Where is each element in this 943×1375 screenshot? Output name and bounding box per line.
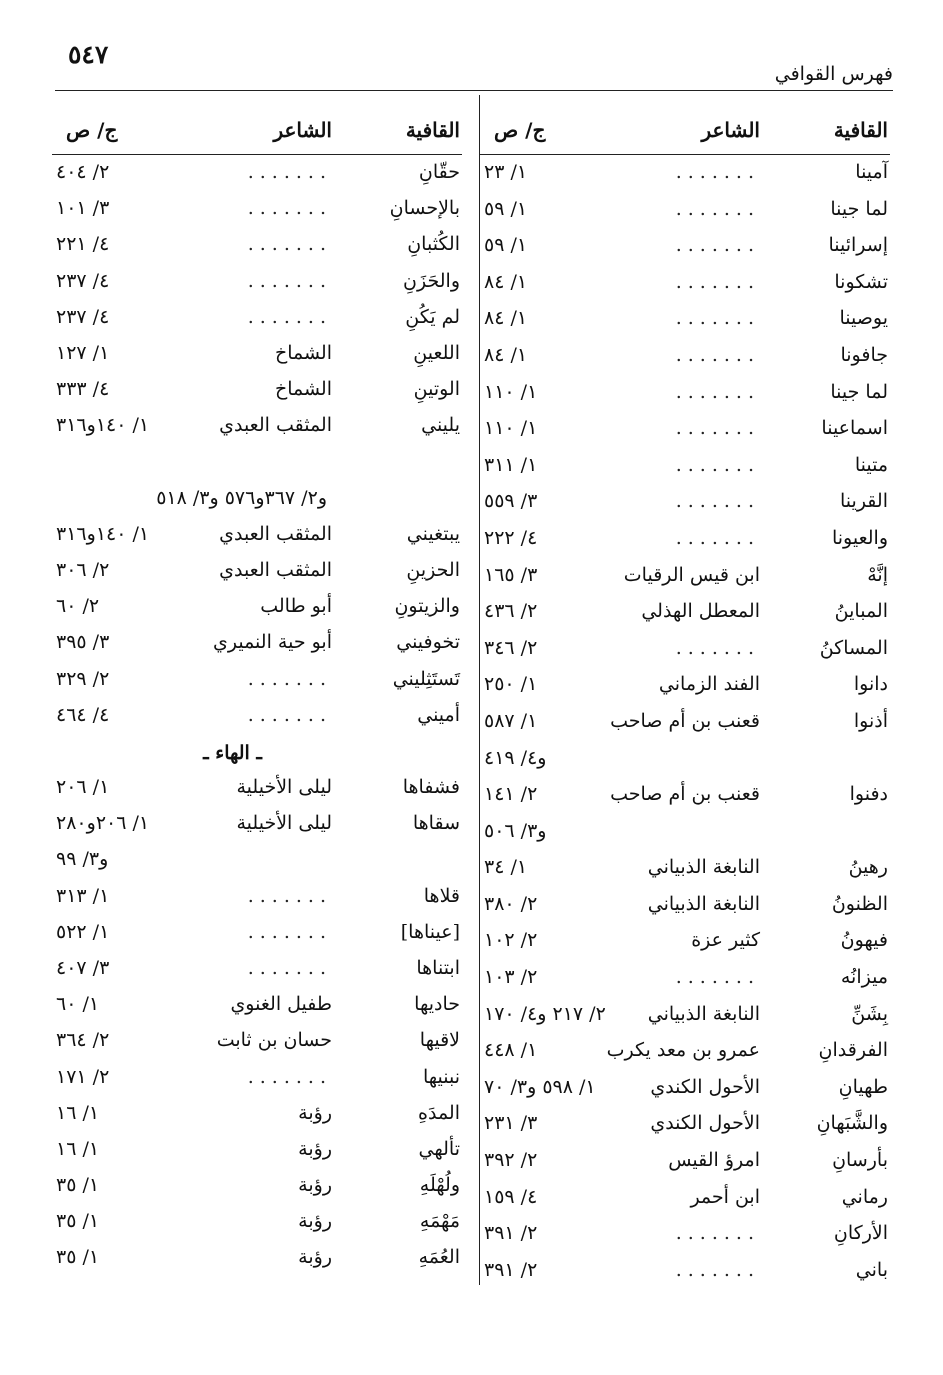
poet-cell: ....... — [675, 1222, 760, 1245]
rhyme-cell: دفنوا — [849, 783, 888, 806]
index-row — [480, 375, 890, 412]
ref-continuation: و٢/ ٣٦٧و٥٧٦ و٣/ ٥١٨ — [156, 486, 327, 509]
rhyme-cell: الوتينِ — [413, 378, 460, 401]
ref-cell: ٤/ ٤٦٤ — [56, 703, 110, 726]
ref-cell: ٣/ ٥٥٩ — [484, 490, 538, 513]
rhyme-cell: طهيانِ — [838, 1075, 888, 1098]
ref-cell: ١/ ٣٤ — [484, 856, 528, 879]
ref-cell: ١/ ٣١٣ — [56, 884, 110, 907]
index-row — [480, 558, 890, 595]
ref-cell: ١/ ٣١١ — [484, 453, 538, 476]
poet-cell: الأحول الكندي — [650, 1112, 760, 1135]
index-row — [52, 1240, 462, 1276]
index-row — [480, 887, 890, 924]
ref-cell: ١/ ٥٨٧ — [484, 709, 538, 732]
poet-cell: ....... — [675, 1258, 760, 1281]
header-rhyme: القافية — [405, 118, 460, 142]
ref-cell: ٣/ ٢٣١ — [484, 1112, 538, 1135]
rhyme-cell: تألهي — [418, 1137, 460, 1160]
index-row — [480, 704, 890, 741]
rhyme-cell: ميزانُه — [840, 966, 888, 989]
rhyme-cell: آمينا — [855, 161, 888, 183]
rhyme-cell: مَهْمَهِ — [419, 1210, 460, 1233]
rhyme-cell: متينا — [854, 453, 888, 476]
rhyme-cell: تشكونا — [834, 270, 888, 293]
ref-cell: ١/ ٥٢٢ — [56, 920, 110, 943]
ref-cell: ٢/ ٣٤٦ — [484, 636, 538, 659]
index-row — [52, 915, 462, 951]
ref-cell: ٢/ ٢١٧ و٤/ ١٧٠ — [484, 1002, 606, 1025]
right-column-rows — [480, 155, 890, 1289]
index-row-continuation — [52, 481, 462, 517]
rhyme-cell: يوصينا — [839, 307, 888, 330]
rhyme-cell: باني — [855, 1258, 888, 1281]
rhyme-cell: بالإحسانِ — [389, 197, 460, 220]
ref-cell: ١/ ٢٥٠ — [484, 673, 538, 696]
poet-cell: ....... — [675, 197, 760, 220]
index-row — [52, 408, 462, 444]
poet-cell: ....... — [247, 667, 332, 690]
ref-cell: ١/ ٦٠ — [56, 993, 100, 1016]
left-column — [52, 112, 462, 1277]
rhyme-cell: والزيتونِ — [394, 595, 460, 618]
ref-cell: ٢/ ٣٨٠ — [484, 892, 538, 915]
poet-cell: ....... — [247, 161, 332, 183]
left-column-header — [52, 112, 462, 155]
poet-cell: ....... — [247, 1065, 332, 1088]
index-row — [480, 1253, 890, 1290]
rhyme-cell: المساكنُ — [819, 636, 888, 659]
page-number: ٥٤٧ — [68, 40, 109, 69]
section-heading — [52, 734, 462, 770]
index-row — [480, 631, 890, 668]
index-row — [52, 987, 462, 1023]
rhyme-cell: يبتغيني — [406, 522, 460, 545]
rhyme-cell: جافونا — [840, 343, 888, 366]
index-row — [52, 951, 462, 987]
index-row — [480, 777, 890, 814]
ref-cell: ١/ ١٢٧ — [56, 341, 110, 364]
poet-cell: ....... — [675, 307, 760, 330]
index-row-continuation — [480, 741, 890, 778]
ref-cell: ٤/ ٢٢٢ — [484, 526, 538, 549]
ref-cell: ١/ ١٦ — [56, 1101, 100, 1124]
index-row — [52, 1132, 462, 1168]
index-row — [480, 594, 890, 631]
index-row — [52, 155, 462, 191]
index-row — [480, 338, 890, 375]
rhyme-cell: لاقيها — [419, 1029, 460, 1052]
rhyme-cell: ابتناها — [416, 956, 460, 979]
index-row — [52, 300, 462, 336]
header-poet: الشاعر — [273, 118, 332, 142]
poet-cell: امرؤ القيس — [668, 1149, 760, 1172]
ref-cell: ٢/ ١٠٢ — [484, 929, 538, 952]
poet-cell: ....... — [675, 161, 760, 183]
index-row — [52, 1060, 462, 1096]
ref-cell: ٣/ ٤٠٧ — [56, 956, 110, 979]
rhyme-cell: أذنوا — [853, 709, 888, 732]
poet-cell: رؤبة — [298, 1210, 332, 1233]
poet-cell: ....... — [247, 884, 332, 907]
poet-cell: ....... — [247, 305, 332, 328]
poet-cell: رؤبة — [298, 1174, 332, 1197]
index-row — [480, 228, 890, 265]
running-head: فهرس القوافي — [774, 63, 893, 85]
poet-cell: أبو طالب — [260, 595, 332, 618]
index-row — [480, 301, 890, 338]
rhyme-cell: فيهونُ — [840, 929, 888, 952]
index-row — [480, 265, 890, 302]
rhyme-cell: لم يَكُنِ — [405, 305, 460, 328]
index-row — [52, 227, 462, 263]
poet-cell: رؤبة — [298, 1137, 332, 1160]
ref-cell: ١/ ٢٠٦ — [56, 776, 110, 798]
rhyme-cell: العُمَهِ — [418, 1246, 460, 1269]
poet-cell: ....... — [675, 453, 760, 476]
index-row — [480, 1033, 890, 1070]
rhyme-cell: الأركانِ — [833, 1222, 888, 1245]
index-row — [52, 662, 462, 698]
poet-cell: ابن قيس الرقيات — [623, 563, 760, 586]
ref-cell: ٤/ ١٥٩ — [484, 1185, 538, 1208]
ref-cell: ٢/ ٦٠ — [56, 595, 100, 618]
top-rule — [55, 90, 893, 91]
rhyme-cell: ولُهْلَهِ — [419, 1174, 460, 1197]
ref-cell: ١/ ٣٥ — [56, 1246, 100, 1269]
rhyme-cell: الكُثبانِ — [407, 233, 460, 256]
rhyme-cell: يليني — [421, 414, 460, 437]
poet-cell: ....... — [247, 920, 332, 943]
right-column-header — [480, 112, 890, 155]
section-heading-label: ـ الهاء ـ — [203, 742, 262, 764]
rhyme-cell: نبنيها — [422, 1065, 460, 1088]
poet-cell: المثقب العبدي — [219, 559, 332, 582]
ref-cell: ٢/ ٣٩٢ — [484, 1149, 538, 1172]
index-row — [480, 1070, 890, 1107]
rhyme-cell: المباينُ — [834, 600, 888, 623]
poet-cell: الشماخ — [274, 341, 332, 364]
poet-cell: حسان بن ثابت — [216, 1029, 332, 1052]
poet-cell: طفيل الغنوي — [230, 993, 332, 1016]
index-row — [480, 850, 890, 887]
poet-cell: ليلى الأخيلية — [236, 776, 332, 798]
rhyme-cell: الفرقدانِ — [818, 1039, 888, 1062]
index-row — [52, 264, 462, 300]
ref-continuation: و٤/ ٤١٩ — [484, 746, 547, 769]
ref-cell: ١/ ٣٥ — [56, 1174, 100, 1197]
ref-cell: ١/ ٣٥ — [56, 1210, 100, 1233]
index-row — [480, 411, 890, 448]
right-column — [480, 112, 890, 1289]
index-row — [480, 1216, 890, 1253]
index-row — [52, 1204, 462, 1240]
rhyme-cell: والحَزَنِ — [403, 269, 460, 292]
index-row — [52, 770, 462, 806]
rhyme-cell: أميني — [417, 703, 460, 726]
rhyme-cell: [عيناها] — [400, 920, 460, 943]
header-rhyme: القافية — [833, 118, 888, 142]
poet-cell: ليلى الأخيلية — [236, 812, 332, 835]
ref-cell: ٤/ ٣٣٣ — [56, 378, 110, 401]
index-row — [52, 445, 462, 481]
rhyme-cell: والعيونا — [831, 526, 888, 549]
poet-cell: المثقب العبدي — [219, 522, 332, 545]
index-row — [52, 1023, 462, 1059]
index-row — [480, 155, 890, 192]
ref-cell: ٤/ ٢٣٧ — [56, 305, 110, 328]
poet-cell: ....... — [675, 526, 760, 549]
ref-cell: ٢/ ١٧١ — [56, 1065, 110, 1088]
index-row — [52, 625, 462, 661]
ref-cell: ١/ ١٦ — [56, 1137, 100, 1160]
poet-cell: ابن أحمر — [690, 1185, 760, 1208]
rhyme-cell: رهينُ — [848, 856, 888, 879]
poet-cell: المثقب العبدي — [219, 414, 332, 437]
poet-cell: قعنب بن أم صاحب — [610, 709, 760, 732]
ref-cell: ٢/ ١٤١ — [484, 783, 538, 806]
poet-cell: أبو حية النميري — [212, 631, 332, 654]
rhyme-cell: والشَّبَهانِ — [816, 1112, 888, 1135]
poet-cell: الشماخ — [274, 378, 332, 401]
ref-cell: ١/ ١١٠ — [484, 380, 538, 403]
index-row — [480, 960, 890, 997]
ref-cell: ١/ ١١٠ — [484, 417, 538, 440]
ref-cell: ٢/ ٣٩١ — [484, 1258, 538, 1281]
ref-cell: ٢/ ٣٩١ — [484, 1222, 538, 1245]
ref-cell: ١/ ٢٠٦و٢٨٠ — [56, 812, 150, 835]
rhyme-cell: حقّانِ — [418, 161, 460, 183]
index-row — [480, 1106, 890, 1143]
poet-cell: النابغة الذبياني — [647, 1002, 760, 1025]
ref-cell: ٢/ ٣٠٦ — [56, 559, 110, 582]
poet-cell: ....... — [675, 270, 760, 293]
ref-cell: ١/ ١٤٠و٣١٦ — [56, 522, 150, 545]
rhyme-cell: اسماعينا — [821, 417, 888, 440]
index-row — [480, 192, 890, 229]
ref-cell: ٣/ ١٠١ — [56, 197, 110, 220]
header-ref: ج/ ص — [494, 118, 546, 142]
rhyme-cell: الظنونُ — [831, 892, 888, 915]
ref-cell: ٤/ ٢٢١ — [56, 233, 110, 256]
ref-cell: ١/ ٤٤٨ — [484, 1039, 538, 1062]
poet-cell: ....... — [675, 966, 760, 989]
header-poet: الشاعر — [701, 118, 760, 142]
ref-cell: ٢/ ١٠٣ — [484, 966, 538, 989]
ref-cell: ١/ ١٤٠و٣١٦ — [56, 414, 150, 437]
ref-cell: ١/ ٥٩ — [484, 234, 528, 257]
index-row — [480, 484, 890, 521]
ref-cell: ٣/ ١٦٥ — [484, 563, 538, 586]
rhyme-cell: تخوفيني — [396, 631, 460, 654]
poet-cell: ....... — [675, 343, 760, 366]
index-row — [52, 553, 462, 589]
index-row-continuation — [480, 814, 890, 851]
ref-cell: ١/ ٨٤ — [484, 307, 528, 330]
poet-cell: كثير عزة — [691, 929, 760, 952]
index-row — [480, 923, 890, 960]
index-row — [480, 448, 890, 485]
poet-cell: رؤبة — [298, 1246, 332, 1269]
rhyme-cell: رماني — [841, 1185, 888, 1208]
index-row — [52, 879, 462, 915]
ref-cell: ١/ ٨٤ — [484, 343, 528, 366]
poet-cell: ....... — [247, 269, 332, 292]
index-row — [52, 806, 462, 842]
poet-cell: المعطل الهذلي — [641, 600, 760, 623]
rhyme-cell: لما جينا — [830, 380, 888, 403]
index-row — [480, 521, 890, 558]
ref-cell: ١/ ٥٩ — [484, 197, 528, 220]
index-row — [52, 517, 462, 553]
rhyme-cell: المدَهِ — [418, 1101, 460, 1124]
rhyme-cell: الحزينِ — [406, 559, 460, 582]
poet-cell: ....... — [675, 490, 760, 513]
ref-cell: ١/ ٨٤ — [484, 270, 528, 293]
ref-cell: و٣/ ٩٩ — [56, 848, 109, 871]
rhyme-cell: القرينا — [840, 490, 888, 513]
ref-cell: ١/ ٥٩٨ و٣/ ٧٠ — [484, 1075, 596, 1098]
rhyme-cell: تَستَثِليني — [392, 667, 460, 690]
index-row — [52, 1096, 462, 1132]
left-column-rows — [52, 155, 462, 1277]
poet-cell: ....... — [675, 636, 760, 659]
rhyme-cell: قلاها — [423, 884, 460, 907]
rhyme-cell: بأرسانِ — [832, 1149, 888, 1172]
poet-cell: ....... — [247, 703, 332, 726]
ref-cell: ٢/ ٤٠٤ — [56, 161, 110, 183]
index-row — [52, 191, 462, 227]
poet-cell: عمرو بن معد يكرب — [606, 1039, 760, 1062]
index-row — [52, 698, 462, 734]
rhyme-cell: سقاها — [412, 812, 460, 835]
poet-cell: ....... — [675, 417, 760, 440]
poet-cell: النابغة الذبياني — [647, 892, 760, 915]
ref-cell: ٣/ ٣٩٥ — [56, 631, 110, 654]
rhyme-cell: اللعينِ — [413, 341, 460, 364]
poet-cell: ....... — [675, 380, 760, 403]
rhyme-cell: إسرائينا — [828, 234, 888, 257]
poet-cell: ....... — [247, 197, 332, 220]
index-row — [52, 1168, 462, 1204]
rhyme-cell: بِشَنِّ — [851, 1002, 888, 1025]
poet-cell: النابغة الذبياني — [647, 856, 760, 879]
index-row — [52, 842, 462, 878]
ref-cell: ٢/ ٤٣٦ — [484, 600, 538, 623]
rhyme-cell: لما جينا — [830, 197, 888, 220]
ref-continuation: و٣/ ٥٠٦ — [484, 819, 547, 842]
ref-cell: ١/ ٢٣ — [484, 161, 528, 183]
index-row — [52, 589, 462, 625]
poet-cell: رؤبة — [298, 1101, 332, 1124]
index-row — [480, 997, 890, 1034]
poet-cell: ....... — [247, 956, 332, 979]
rhyme-cell: فشفاها — [402, 776, 460, 798]
poet-cell: ....... — [247, 233, 332, 256]
ref-cell: ٤/ ٢٣٧ — [56, 269, 110, 292]
ref-cell: ٢/ ٣٦٤ — [56, 1029, 110, 1052]
index-row — [480, 1180, 890, 1217]
poet-cell: قعنب بن أم صاحب — [610, 783, 760, 806]
rhyme-cell: دانوا — [853, 673, 888, 696]
poet-cell: ....... — [675, 234, 760, 257]
rhyme-cell: حاديها — [414, 993, 460, 1016]
index-row — [52, 336, 462, 372]
poet-cell: الفند الزماني — [658, 673, 760, 696]
rhyme-cell: إنَّهْ — [867, 563, 888, 586]
poet-cell: الأحول الكندي — [650, 1075, 760, 1098]
index-row — [480, 667, 890, 704]
ref-cell: ٢/ ٣٢٩ — [56, 667, 110, 690]
index-row — [480, 1143, 890, 1180]
index-row — [52, 372, 462, 408]
header-ref: ج/ ص — [66, 118, 118, 142]
